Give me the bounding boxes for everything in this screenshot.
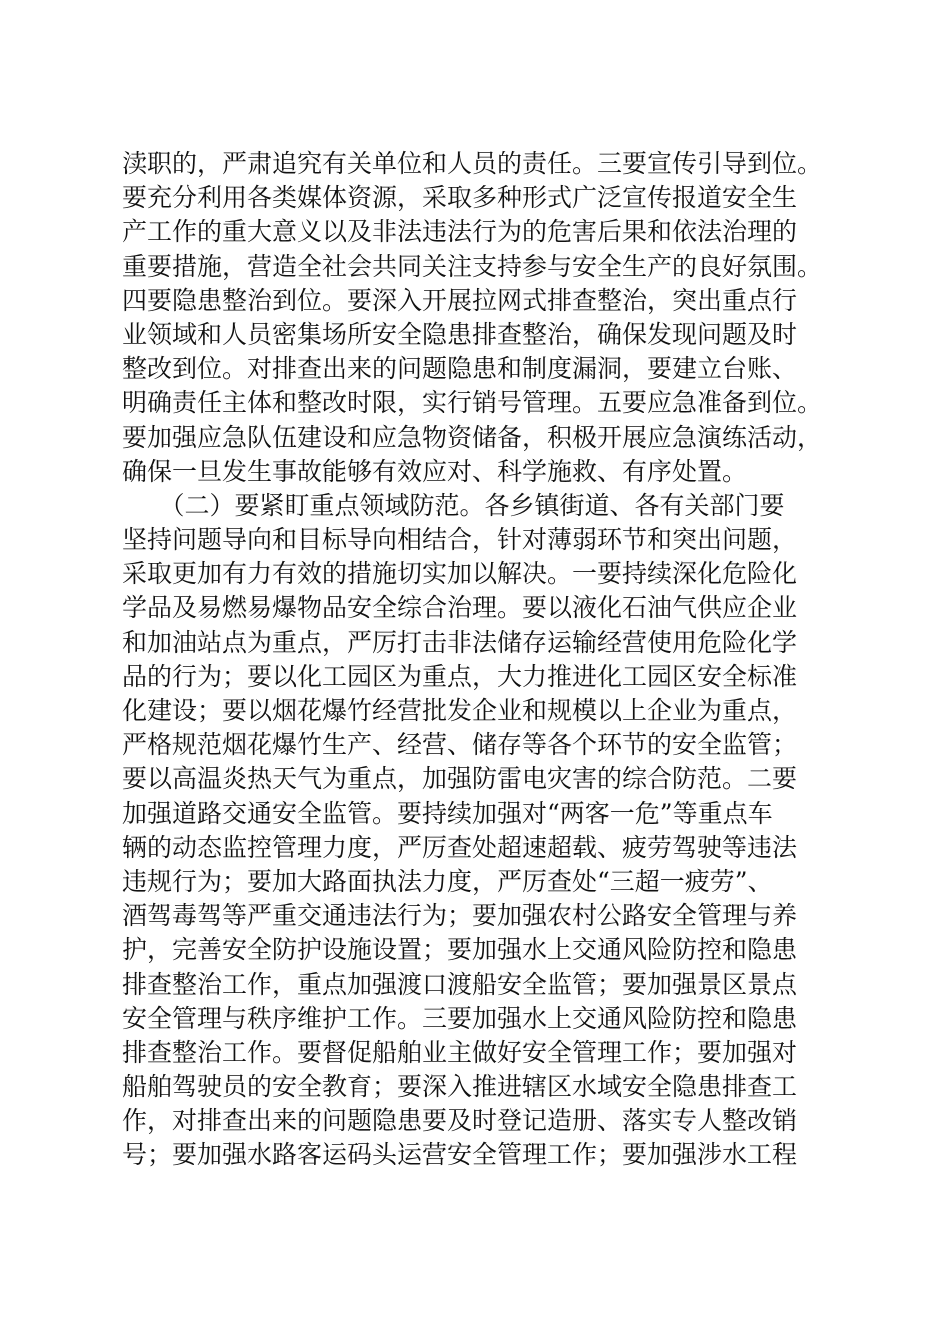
text-line: 品的行为；要以化工园区为重点，大力推进化工园区安全标准 — [122, 661, 798, 691]
text-line: 渎职的，严肃追究有关单位和人员的责任。三要宣传引导到位。 — [122, 149, 823, 178]
text-line: 要以高温炎热天气为重点，加强防雷电灾害的综合防范。二要 — [122, 764, 798, 794]
body-text — [122, 147, 842, 1173]
text-line: 确保一旦发生事故能够有效应对、科学施救、有序处置。 — [122, 456, 748, 486]
text-line: 重要措施，营造全社会共同关注支持参与安全生产的良好氛围。 — [122, 251, 823, 281]
text-line: 酒驾毒驾等严重交通违法行为；要加强农村公路安全管理与养 — [122, 901, 798, 931]
text-line: 船舶驾驶员的安全教育；要深入推进辖区水域安全隐患排查工 — [122, 1072, 798, 1102]
text-line: 业领域和人员密集场所安全隐患排查整治，确保发现问题及时 — [122, 319, 798, 349]
text-line: 化建设；要以烟花爆竹经营批发企业和规模以上企业为重点， — [122, 696, 798, 725]
text-line: 排查整治工作，重点加强渡口渡船安全监管；要加强景区景点 — [122, 969, 798, 999]
text-line: 要充分利用各类媒体资源，采取多种形式广泛宣传报道安全生 — [122, 183, 798, 213]
text-line: 采取更加有力有效的措施切实加以解决。一要持续深化危险化 — [122, 559, 798, 589]
text-line: 排查整治工作。要督促船舶业主做好安全管理工作；要加强对 — [122, 1037, 798, 1067]
text-line: 安全管理与秩序维护工作。三要加强水上交通风险防控和隐患 — [122, 1003, 798, 1033]
text-line: 要加强应急队伍建设和应急物资储备，积极开展应急演练活动， — [122, 422, 823, 452]
text-line: 严格规范烟花爆竹生产、经营、储存等各个环节的安全监管； — [122, 730, 798, 760]
section-heading-line: （二）要紧盯重点领域防范。各乡镇街道、各有关部门要 — [122, 490, 785, 520]
text-line: 产工作的重大意义以及非法违法行为的危害后果和依法治理的 — [122, 217, 798, 247]
text-line: 坚持问题导向和目标导向相结合，针对薄弱环节和突出问题， — [122, 525, 798, 555]
text-line: 学品及易燃易爆物品安全综合治理。要以液化石油气供应企业 — [122, 593, 798, 623]
text-line: 和加油站点为重点，严厉打击非法储存运输经营使用危险化学 — [122, 627, 798, 657]
text-line: 号；要加强水路客运码头运营安全管理工作；要加强涉水工程 — [122, 1140, 798, 1170]
text-line: 加强道路交通安全监管。要持续加强对“两客一危”等重点车 — [122, 798, 773, 828]
text-line: 作，对排查出来的问题隐患要及时登记造册、落实专人整改销 — [122, 1106, 798, 1136]
text-line: 护，完善安全防护设施设置；要加强水上交通风险防控和隐患 — [122, 935, 798, 965]
text-line: 整改到位。对排查出来的问题隐患和制度漏洞，要建立台账、 — [122, 354, 798, 384]
text-line: 四要隐患整治到位。要深入开展拉网式排查整治，突出重点行 — [122, 285, 798, 315]
text-line: 明确责任主体和整改时限，实行销号管理。五要应急准备到位。 — [122, 388, 823, 418]
text-line: 违规行为；要加大路面执法力度，严厉查处“三超一疲劳”、 — [122, 866, 773, 896]
text-line: 辆的动态监控管理力度，严厉查处超速超载、疲劳驾驶等违法 — [122, 832, 798, 862]
